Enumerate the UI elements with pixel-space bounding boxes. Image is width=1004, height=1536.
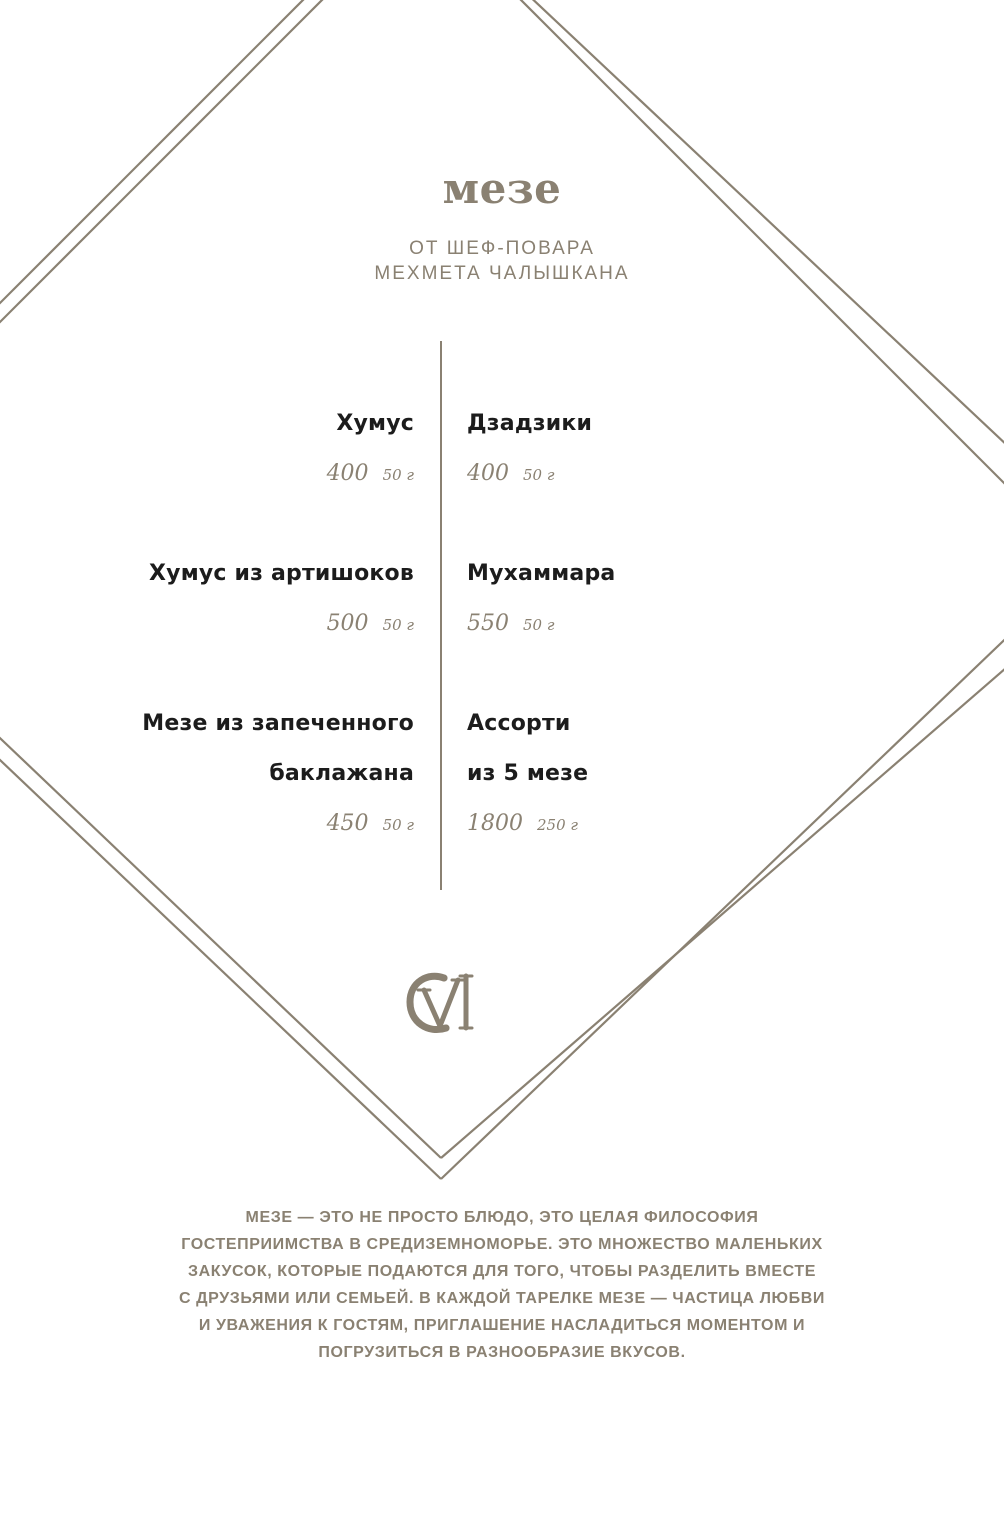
dish-price: 400 (326, 461, 369, 486)
dish-name (327, 399, 414, 449)
dish-name-line: Хумус (336, 411, 414, 436)
menu-item (142, 699, 414, 850)
dish-price: 400 (467, 461, 509, 486)
dish-weight: 50 г (523, 466, 555, 484)
column-divider (440, 341, 442, 890)
price-row (327, 449, 414, 500)
dish-price: 1800 (467, 811, 523, 836)
dish-weight: 50 г (382, 616, 414, 634)
menu-subtitle (0, 236, 1004, 286)
dish-name-line: Дзадзики (467, 411, 593, 436)
description-line: ГОСТЕПРИИМСТВА В СРЕДИЗЕМНОМОРЬЕ. ЭТО МНОЖЕСТВО МАЛЕНЬКИХ (181, 1236, 823, 1253)
cv-monogram-icon (400, 968, 484, 1040)
menu-item (149, 549, 414, 650)
description-line: ПОГРУЗИТЬСЯ В РАЗНООБРАЗИЕ ВКУСОВ. (318, 1344, 686, 1361)
dish-name (467, 699, 588, 799)
description-line: МЕЗЕ — ЭТО НЕ ПРОСТО БЛЮДО, ЭТО ЦЕЛАЯ ФИЛОСОФИЯ (245, 1209, 759, 1226)
dish-name-line: Мезе из запеченного (142, 711, 414, 736)
dish-weight: 250 г (537, 816, 578, 834)
dish-weight: 50 г (523, 616, 555, 634)
dish-name-line: Мухаммара (467, 561, 616, 586)
price-row (467, 799, 588, 850)
dish-name-line: баклажана (269, 761, 414, 786)
menu-item (467, 699, 588, 850)
price-row (142, 799, 414, 850)
menu-item (467, 399, 592, 500)
dish-name (467, 549, 615, 599)
dish-name (467, 399, 592, 449)
dish-name (149, 549, 414, 599)
subtitle-line-2: МЕХМЕТА ЧАЛЫШКАНА (374, 263, 630, 284)
dish-name-line: Ассорти (467, 711, 571, 736)
dish-weight: 50 г (382, 816, 414, 834)
dish-price: 450 (326, 811, 369, 836)
dish-name-line: Хумус из артишоков (149, 561, 414, 586)
dish-weight: 50 г (382, 466, 414, 484)
description-line: С ДРУЗЬЯМИ ИЛИ СЕМЬЕЙ. В КАЖДОЙ ТАРЕЛКЕ МЕЗЕ — ЧАСТИЦА ЛЮБВИ (178, 1290, 825, 1307)
dish-name (142, 699, 414, 799)
description-line: И УВАЖЕНИЯ К ГОСТЯМ, ПРИГЛАШЕНИЕ НАСЛАДИТЬСЯ МОМЕНТОМ И (198, 1317, 806, 1334)
menu-item (467, 549, 615, 650)
dish-price: 500 (326, 611, 369, 636)
price-row (467, 599, 615, 650)
price-row (467, 449, 592, 500)
subtitle-line-1: ОТ ШЕФ-ПОВАРА (409, 238, 595, 259)
price-row (149, 599, 414, 650)
description-paragraph (100, 1204, 904, 1366)
menu-title: мезе (442, 164, 562, 213)
menu-item (327, 399, 414, 500)
dish-name-line: из 5 мезе (467, 761, 589, 786)
dish-price: 550 (467, 611, 509, 636)
description-line: ЗАКУСОК, КОТОРЫЕ ПОДАЮТСЯ ДЛЯ ТОГО, ЧТОБЫ РАЗДЕЛИТЬ ВМЕСТЕ (187, 1263, 817, 1280)
